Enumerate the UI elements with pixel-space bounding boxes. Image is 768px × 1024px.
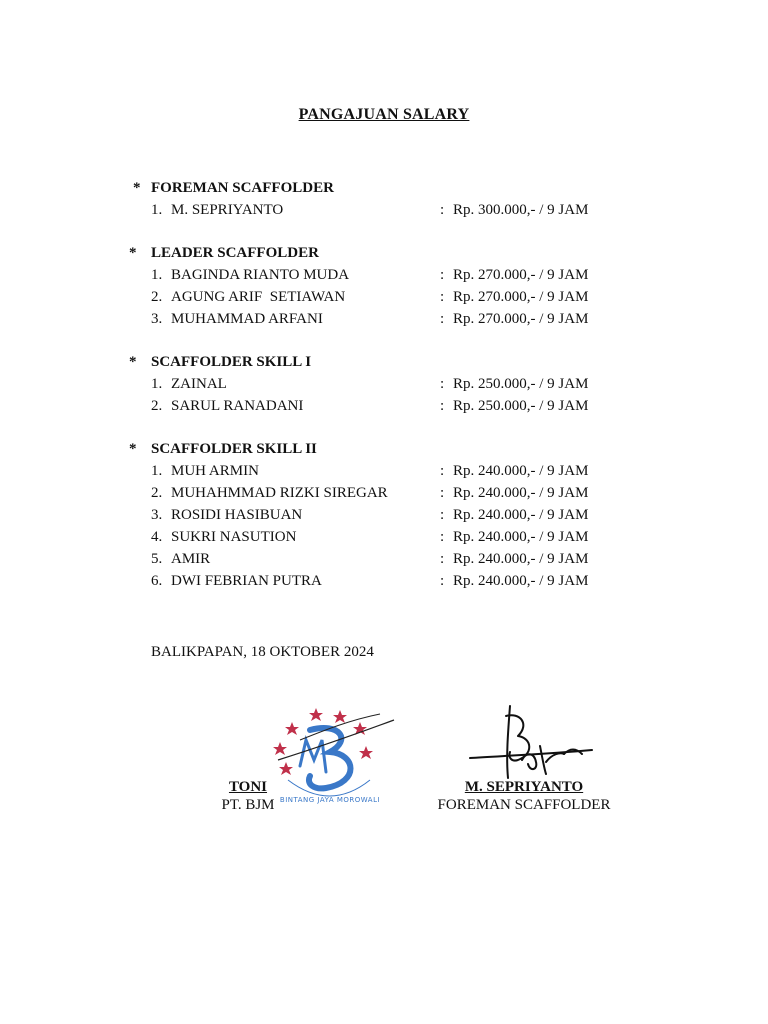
- section-heading: [0, 177, 768, 199]
- signatory-left: [208, 778, 288, 814]
- worker-name: SUKRI NASUTION: [171, 529, 297, 545]
- salary-rate: Rp. 240.000,- / 9 JAM: [453, 573, 589, 589]
- section-title: LEADER SCAFFOLDER: [151, 245, 319, 261]
- section-title: FOREMAN SCAFFOLDER: [151, 180, 334, 196]
- section-heading: [0, 351, 768, 373]
- salary-rate: Rp. 270.000,- / 9 JAM: [453, 311, 589, 327]
- list-item: [0, 460, 768, 482]
- separator-colon: :: [440, 376, 445, 392]
- stamp-text: BINTANG JAYA MOROWALI: [279, 796, 381, 804]
- worker-name: DWI FEBRIAN PUTRA: [171, 573, 322, 589]
- salary-rate: Rp. 250.000,- / 9 JAM: [453, 376, 589, 392]
- section-heading: [0, 242, 768, 264]
- salary-rate: Rp. 240.000,- / 9 JAM: [453, 507, 589, 523]
- bullet-mark: *: [133, 180, 141, 196]
- salary-rate: Rp. 240.000,- / 9 JAM: [453, 485, 589, 501]
- worker-name: BAGINDA RIANTO MUDA: [171, 267, 350, 283]
- list-item: [0, 504, 768, 526]
- worker-name: SARUL RANADANI: [171, 398, 304, 414]
- list-item: [0, 548, 768, 570]
- item-number: 1.: [151, 267, 163, 283]
- worker-name: ZAINAL: [171, 376, 227, 392]
- separator-colon: :: [440, 573, 445, 589]
- salary-rate: Rp. 270.000,- / 9 JAM: [453, 289, 589, 305]
- list-item: [0, 308, 768, 330]
- separator-colon: :: [440, 398, 445, 414]
- salary-rate: Rp. 240.000,- / 9 JAM: [453, 463, 589, 479]
- separator-colon: :: [440, 202, 445, 218]
- item-number: 2.: [151, 398, 163, 414]
- worker-name: M. SEPRIYANTO: [171, 202, 284, 218]
- signatory-name: M. SEPRIYANTO: [464, 779, 584, 795]
- section-scaffolder-skill-1: [0, 351, 768, 417]
- separator-colon: :: [440, 529, 445, 545]
- worker-name: MUHAHMMAD RIZKI SIREGAR: [171, 485, 388, 501]
- worker-name: AGUNG ARIF SETIAWAN: [171, 289, 346, 305]
- section-heading: [0, 438, 768, 460]
- place-and-date: BALIKPAPAN, 18 OKTOBER 2024: [151, 644, 374, 660]
- separator-colon: :: [440, 485, 445, 501]
- item-number: 4.: [151, 529, 163, 545]
- item-number: 1.: [151, 202, 163, 218]
- section-title: SCAFFOLDER SKILL II: [151, 441, 317, 457]
- item-number: 1.: [151, 376, 163, 392]
- separator-colon: :: [440, 289, 445, 305]
- signatory-right: [420, 778, 628, 814]
- bullet-mark: *: [129, 245, 137, 261]
- bullet-mark: *: [129, 354, 137, 370]
- section-leader-scaffolder: [0, 242, 768, 330]
- item-number: 6.: [151, 573, 163, 589]
- item-number: 2.: [151, 485, 163, 501]
- worker-name: ROSIDI HASIBUAN: [171, 507, 303, 523]
- worker-name: AMIR: [171, 551, 211, 567]
- section-foreman-scaffolder: [0, 177, 768, 221]
- list-item: [0, 526, 768, 548]
- signatory-position: FOREMAN SCAFFOLDER: [437, 797, 611, 813]
- list-item: [0, 395, 768, 417]
- salary-rate: Rp. 300.000,- / 9 JAM: [453, 202, 589, 218]
- worker-name: MUH ARMIN: [171, 463, 259, 479]
- handwritten-signature-icon: [460, 702, 600, 782]
- salary-rate: Rp. 250.000,- / 9 JAM: [453, 398, 589, 414]
- company-stamp-icon: [270, 700, 400, 810]
- item-number: 5.: [151, 551, 163, 567]
- item-number: 3.: [151, 507, 163, 523]
- list-item: [0, 264, 768, 286]
- item-number: 2.: [151, 289, 163, 305]
- separator-colon: :: [440, 267, 445, 283]
- salary-rate: Rp. 240.000,- / 9 JAM: [453, 551, 589, 567]
- signatory-name: TONI: [228, 779, 268, 795]
- signatory-company: PT. BJM: [221, 797, 275, 813]
- document-title: PANGAJUAN SALARY: [298, 106, 470, 123]
- salary-rate: Rp. 270.000,- / 9 JAM: [453, 267, 589, 283]
- separator-colon: :: [440, 507, 445, 523]
- list-item: [0, 482, 768, 504]
- bullet-mark: *: [129, 441, 137, 457]
- worker-name: MUHAMMAD ARFANI: [171, 311, 323, 327]
- list-item: [0, 199, 768, 221]
- list-item: [0, 286, 768, 308]
- separator-colon: :: [440, 463, 445, 479]
- section-title: SCAFFOLDER SKILL I: [151, 354, 312, 370]
- list-item: [0, 373, 768, 395]
- salary-rate: Rp. 240.000,- / 9 JAM: [453, 529, 589, 545]
- item-number: 3.: [151, 311, 163, 327]
- separator-colon: :: [440, 311, 445, 327]
- item-number: 1.: [151, 463, 163, 479]
- separator-colon: :: [440, 551, 445, 567]
- list-item: [0, 570, 768, 592]
- section-scaffolder-skill-2: [0, 438, 768, 592]
